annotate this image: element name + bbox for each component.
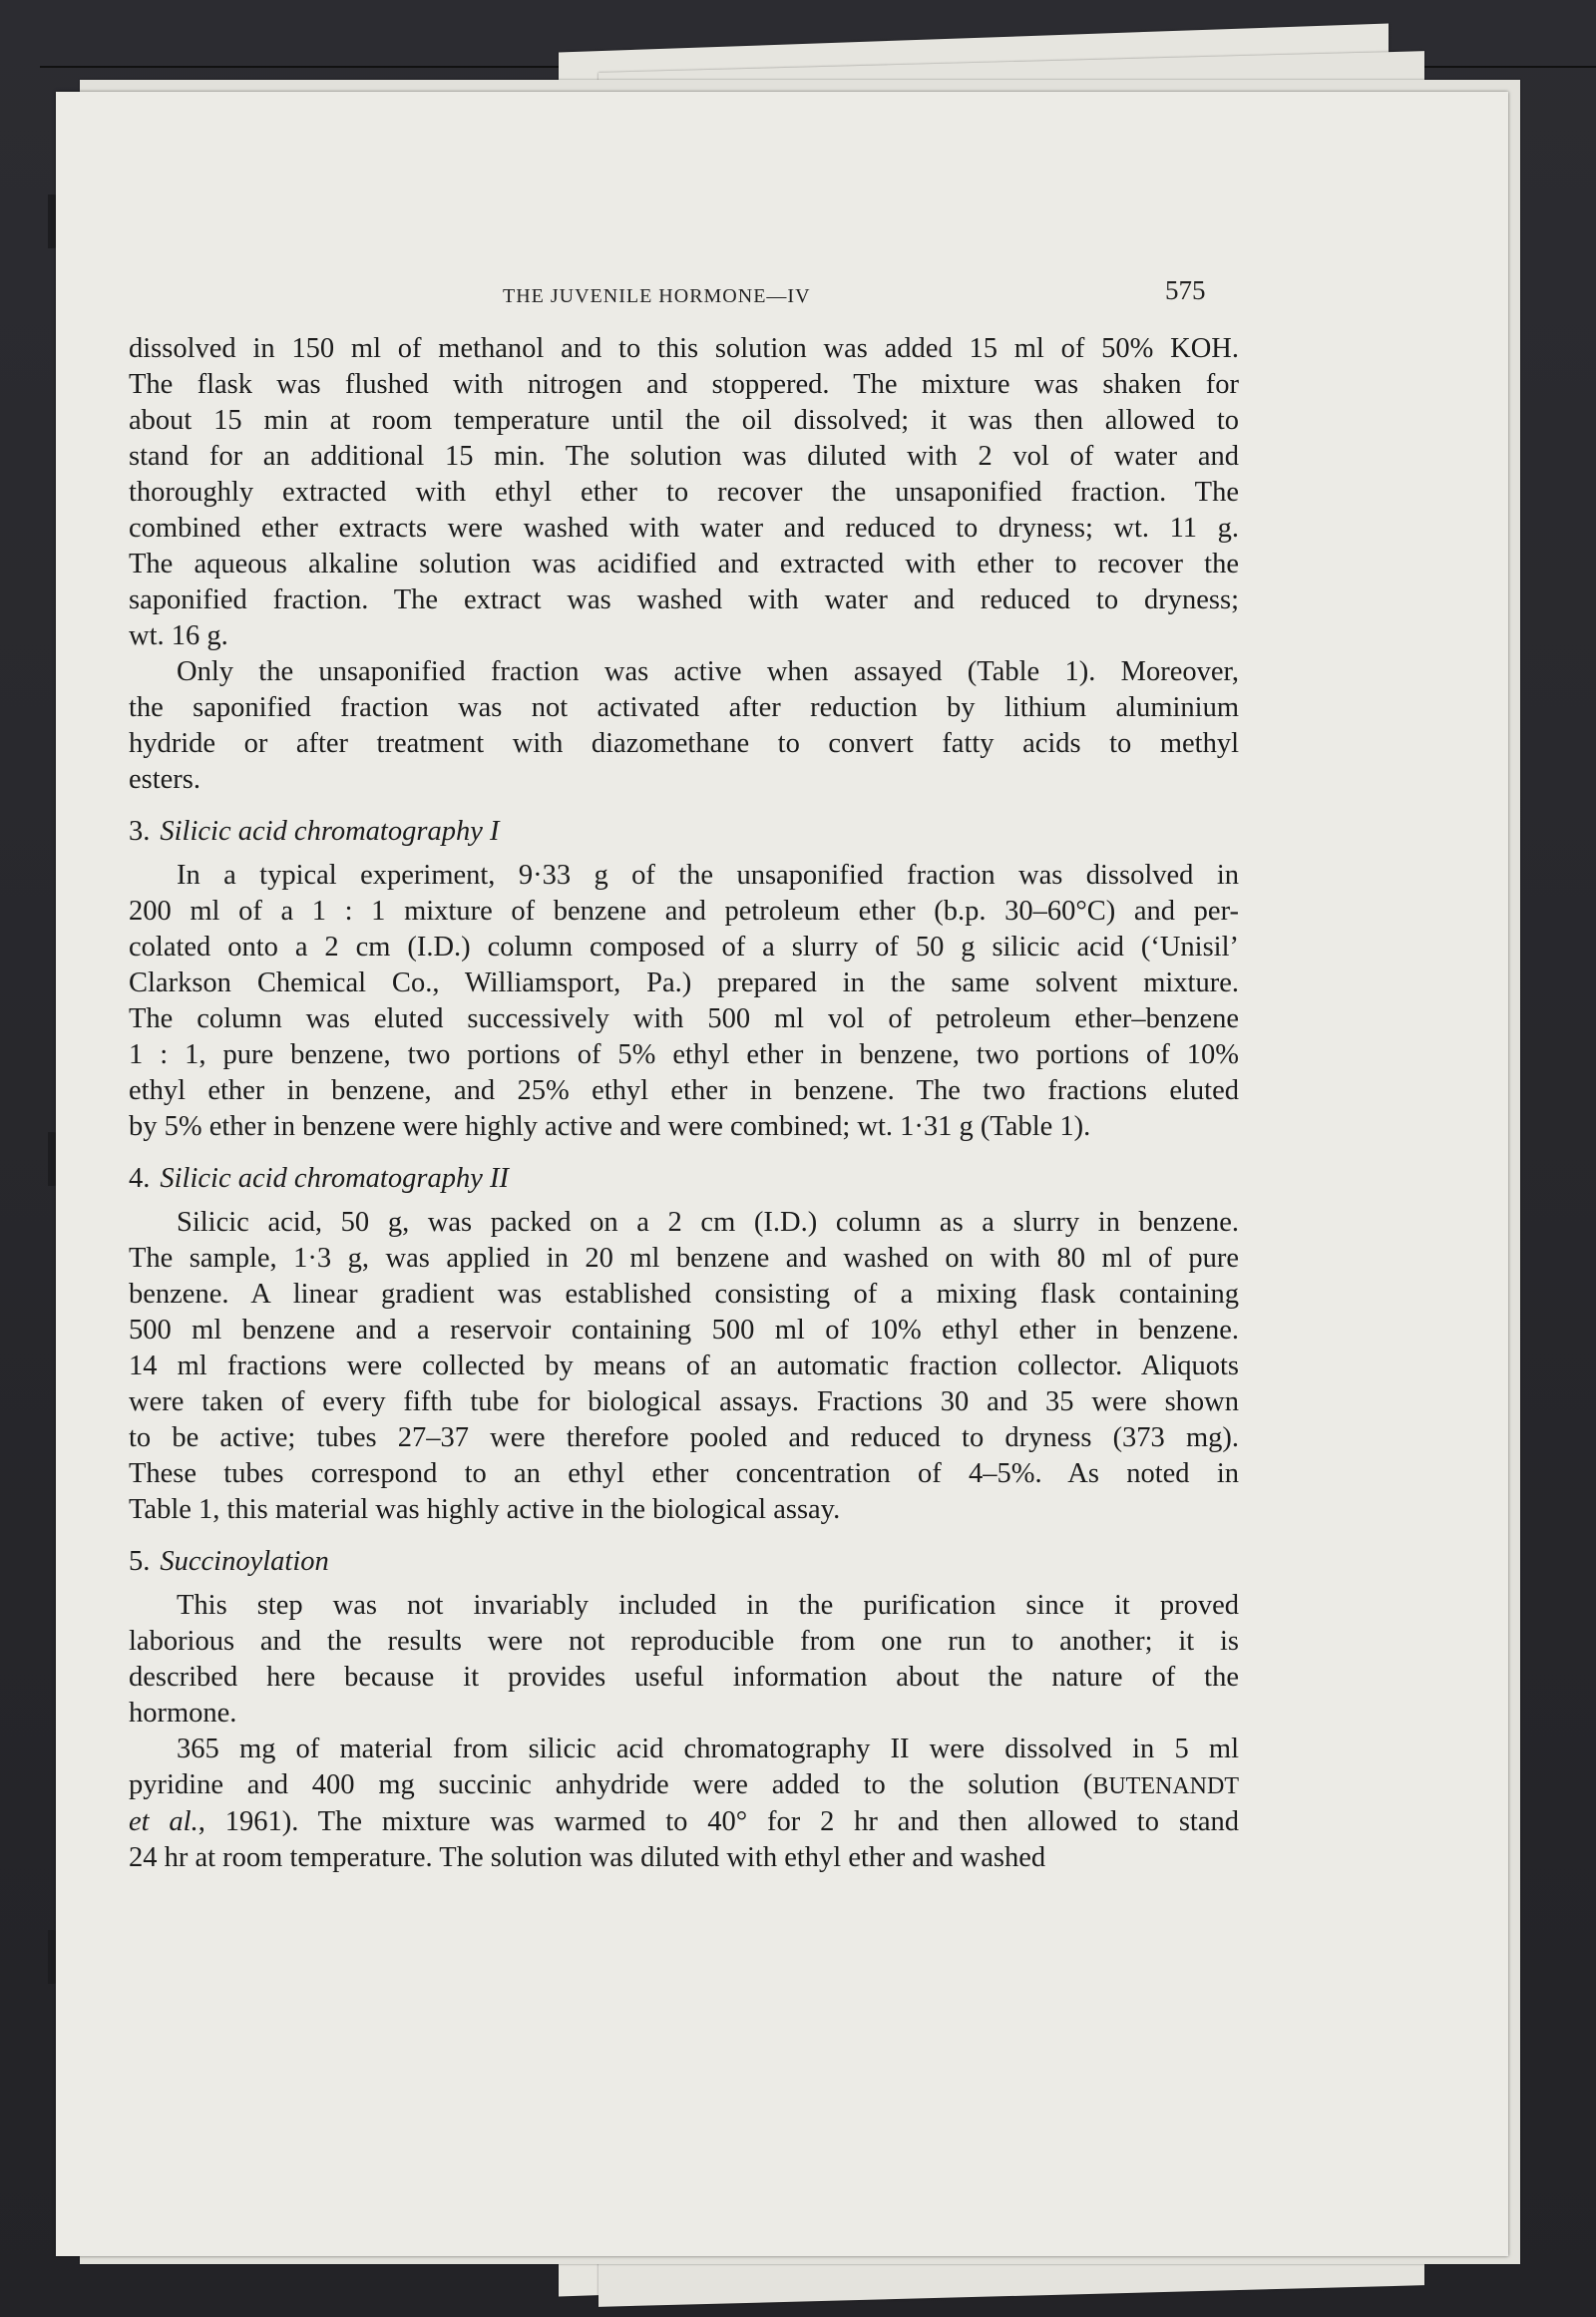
text-line bbox=[129, 1767, 1239, 1804]
text-line: thoroughly extracted with ethyl ether to recover the unsaponified fraction. The bbox=[129, 477, 1239, 508]
text-line: 200 ml of a 1 : 1 mixture of benzene and petroleum ether (b.p. 30–60°C) and per- bbox=[129, 896, 1239, 927]
paragraph bbox=[129, 1205, 1239, 1528]
text-line: hormone. bbox=[129, 1698, 237, 1729]
section-number: 4. bbox=[129, 1163, 151, 1194]
text-line: hydride or after treatment with diazomethane to convert fatty acids to methyl bbox=[129, 728, 1239, 759]
text-line: The flask was flushed with nitrogen and stoppered. The mixture was shaken for bbox=[129, 369, 1239, 400]
text-line: This step was not invariably included in the purification since it proved bbox=[177, 1590, 1239, 1621]
paragraph bbox=[129, 654, 1239, 798]
section-title: Silicic acid chromatography II bbox=[160, 1163, 509, 1194]
paragraph bbox=[129, 331, 1239, 654]
text-line: by 5% ether in benzene were highly active and were combined; wt. 1·31 g (Table 1). bbox=[129, 1111, 1091, 1142]
text-line: Only the unsaponified fraction was active when assayed (Table 1). Moreover, bbox=[177, 656, 1239, 687]
citation-author: BUTENANDT bbox=[1092, 1773, 1239, 1799]
text-line: The aqueous alkaline solution was acidified and extracted with ether to recover the bbox=[129, 549, 1239, 579]
body-text bbox=[129, 331, 1239, 1876]
text-line: These tubes correspond to an ethyl ether concentration of 4–5%. As noted in bbox=[129, 1458, 1239, 1489]
text-line: The column was eluted successively with 500 ml vol of petroleum ether–benzene bbox=[129, 1003, 1239, 1034]
text-line: wt. 16 g. bbox=[129, 620, 228, 651]
paragraph bbox=[129, 1588, 1239, 1732]
section-number: 3. bbox=[129, 816, 151, 847]
text-line: benzene. A linear gradient was established consisting of a mixing flask containing bbox=[129, 1279, 1239, 1310]
section-heading bbox=[129, 1544, 1239, 1580]
section-title: Succinoylation bbox=[160, 1546, 329, 1577]
text-line: 1 : 1, pure benzene, two portions of 5% ethyl ether in benzene, two portions of 10% bbox=[129, 1039, 1239, 1070]
section-heading bbox=[129, 1161, 1239, 1197]
text-line: saponified fraction. The extract was washed with water and reduced to dryness; bbox=[129, 584, 1239, 615]
running-head bbox=[56, 275, 1508, 311]
text-line: to be active; tubes 27–37 were therefore pooled and reduced to dryness (373 mg). bbox=[129, 1422, 1239, 1453]
text-line: Table 1, this material was highly active in the biological assay. bbox=[129, 1494, 841, 1525]
document-page bbox=[56, 92, 1508, 2256]
text-line: ethyl ether in benzene, and 25% ethyl ether in benzene. The two fractions eluted bbox=[129, 1075, 1239, 1106]
text-line: combined ether extracts were washed with water and reduced to dryness; wt. 11 g. bbox=[129, 513, 1239, 544]
text-line: In a typical experiment, 9·33 g of the unsaponified fraction was dissolved in bbox=[177, 860, 1239, 891]
text-line: colated onto a 2 cm (I.D.) column composed of a slurry of 50 g silicic acid (‘Unisil’ bbox=[129, 932, 1239, 963]
text-line: The sample, 1·3 g, was applied in 20 ml benzene and washed on with 80 ml of pure bbox=[129, 1243, 1239, 1274]
paragraph bbox=[129, 1732, 1239, 1876]
text-line: 365 mg of material from silicic acid chromatography II were dissolved in 5 ml bbox=[177, 1734, 1239, 1764]
text-line: Clarkson Chemical Co., Williamsport, Pa.) prepared in the same solvent mixture. bbox=[129, 967, 1239, 998]
text-line: dissolved in 150 ml of methanol and to this solution was added 15 ml of 50% KOH. bbox=[129, 333, 1239, 364]
text-run: , 1961). The mixture was warmed to 40° for 2 hr and then allowed to stand bbox=[198, 1806, 1239, 1837]
section-heading bbox=[129, 814, 1239, 850]
text-line bbox=[129, 1804, 1239, 1840]
section-title: Silicic acid chromatography I bbox=[160, 816, 500, 847]
text-line: 500 ml benzene and a reservoir containing 500 ml of 10% ethyl ether in benzene. bbox=[129, 1315, 1239, 1346]
citation-etal: et al. bbox=[129, 1806, 199, 1837]
text-line: about 15 min at room temperature until the oil dissolved; it was then allowed to bbox=[129, 405, 1239, 436]
section-number: 5. bbox=[129, 1546, 151, 1577]
text-line: 14 ml fractions were collected by means of an automatic fraction collector. Aliquots bbox=[129, 1351, 1239, 1381]
text-line: Silicic acid, 50 g, was packed on a 2 cm (I.D.) column as a slurry in benzene. bbox=[177, 1207, 1239, 1238]
text-line: laborious and the results were not reproducible from one run to another; it is bbox=[129, 1626, 1239, 1657]
page-number: 575 bbox=[1165, 275, 1206, 305]
text-run: pyridine and 400 mg succinic anhydride were added to the solution ( bbox=[129, 1769, 1093, 1800]
text-line: stand for an additional 15 min. The solution was diluted with 2 vol of water and bbox=[129, 441, 1239, 472]
paragraph bbox=[129, 858, 1239, 1145]
text-line: 24 hr at room temperature. The solution was diluted with ethyl ether and washed bbox=[129, 1842, 1046, 1873]
text-line: described here because it provides useful information about the nature of the bbox=[129, 1662, 1239, 1693]
text-line: were taken of every fifth tube for biological assays. Fractions 30 and 35 were shown bbox=[129, 1386, 1239, 1417]
running-head-title: THE JUVENILE HORMONE—IV bbox=[503, 285, 811, 307]
text-line: the saponified fraction was not activated after reduction by lithium aluminium bbox=[129, 692, 1239, 723]
text-line: esters. bbox=[129, 764, 201, 795]
